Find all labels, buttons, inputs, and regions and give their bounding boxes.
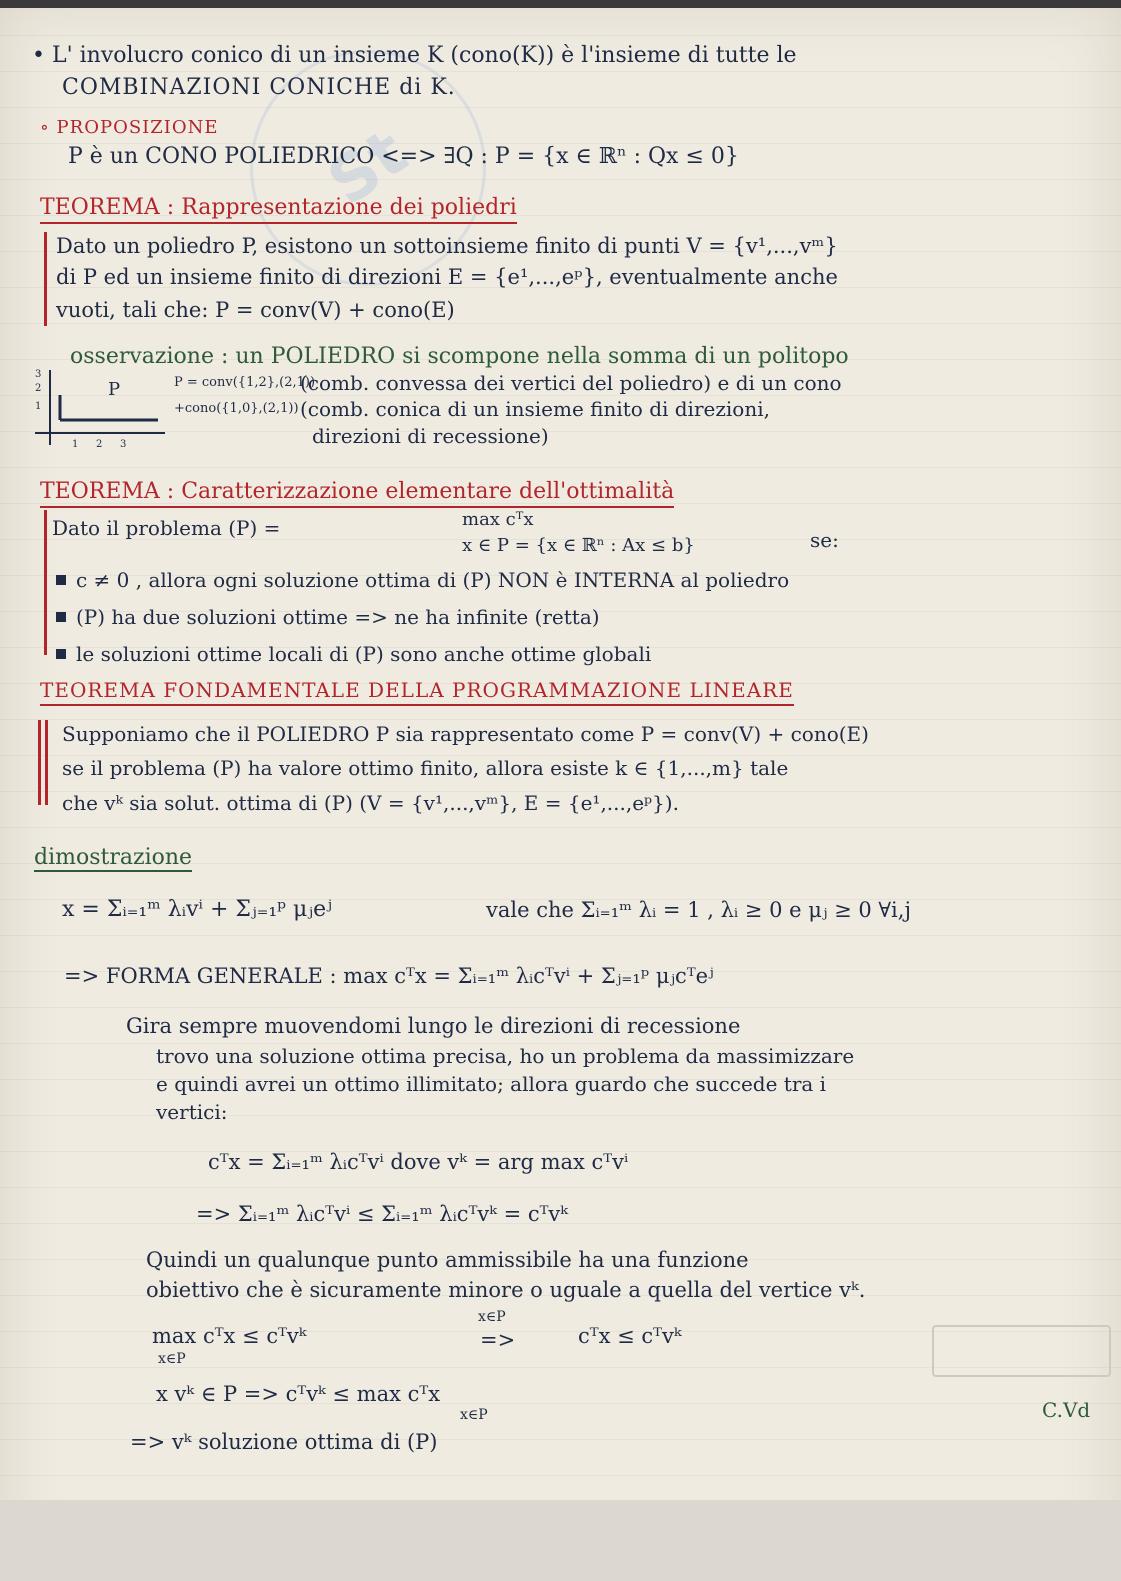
y-tick-2: 2 — [35, 383, 42, 394]
proof-implies: => — [480, 1328, 516, 1352]
margin-bar-3b — [45, 720, 48, 805]
proof-conclusion-1: Quindi un qualunque punto ammissibile ha una funzione — [146, 1248, 749, 1272]
definition-line-1: • L' involucro conico di un insieme K (cono(K)) è l'insieme di tutte le — [32, 43, 797, 68]
theorem-text-3: vuoti, tali che: P = conv(V) + cono(E) — [56, 298, 455, 322]
proof-text-4: vertici: — [156, 1100, 228, 1124]
proof-x-decomposition: x = Σᵢ₌₁ᵐ λᵢvⁱ + Σⱼ₌₁ᵖ μⱼeʲ — [62, 897, 332, 922]
proof-text-1: Gira sempre muovendomi lungo le direzioni di recessione — [126, 1014, 741, 1038]
proof-vertex-subscript: x∈P — [460, 1407, 488, 1423]
proof-vertex-feasible: x vᵏ ∈ P => cᵀvᵏ ≤ max cᵀx — [156, 1382, 441, 1406]
politope-formula: P = conv({1,2},(2,1)) — [174, 375, 316, 390]
margin-bar-1 — [44, 232, 47, 326]
x-tick-1: 1 — [72, 439, 79, 450]
margin-bar-3a — [38, 720, 41, 805]
x-tick-2: 2 — [96, 439, 103, 450]
proof-max-subscript: x∈P — [158, 1351, 186, 1367]
problem-intro: Dato il problema (P) = — [52, 516, 281, 540]
theorem-text-1: Dato un poliedro P, esistono un sottoinsieme finito di punti V = {v¹,...,vᵐ} — [56, 234, 838, 258]
problem-objective: max cᵀx — [462, 509, 534, 530]
watermark-logo: St — [204, 4, 533, 333]
observation-line-4: direzioni di recessione) — [312, 424, 549, 448]
optimality-point-3: le soluzioni ottime locali di (P) sono anche ottime globali — [56, 640, 651, 668]
optimality-point-2: (P) ha due soluzioni ottime => ne ha infinite (retta) — [56, 603, 600, 631]
proof-pointwise-bound: cᵀx ≤ cᵀvᵏ — [578, 1324, 682, 1348]
proof-final: => vᵏ soluzione ottima di (P) — [130, 1430, 438, 1454]
problem-constraint: x ∈ P = {x ∈ ℝⁿ : Ax ≤ b} — [462, 535, 695, 556]
signature: C.Vd — [1042, 1398, 1091, 1422]
theorem-heading-fundamental: TEOREMA FONDAMENTALE DELLA PROGRAMMAZIONE LINEARE — [40, 676, 794, 704]
proposition-heading: ∘ PROPOSIZIONE — [40, 117, 219, 138]
y-tick-3: 3 — [35, 369, 42, 380]
proof-max-bound: max cᵀx ≤ cᵀvᵏ — [152, 1324, 307, 1348]
observation-line-3: (comb. conica di un insieme finito di direzioni, — [300, 397, 770, 421]
margin-bar-2 — [44, 510, 47, 655]
observation-line-2: (comb. convessa dei vertici del poliedro) e di un cono — [300, 371, 842, 395]
theorem-heading-optimality: TEOREMA : Caratterizzazione elementare dell'ottimalità — [40, 478, 674, 506]
problem-if: se: — [810, 528, 839, 552]
optimality-point-1: c ≠ 0 , allora ogni soluzione ottima di (P) NON è INTERNA al poliedro — [56, 566, 789, 594]
proof-conclusion-2: obiettivo che è sicuramente minore o uguale a quella del vertice vᵏ. — [146, 1278, 866, 1302]
proof-objective-sum: cᵀx = Σᵢ₌₁ᵐ λᵢcᵀvⁱ dove vᵏ = arg max cᵀvⁱ — [208, 1150, 629, 1174]
fundamental-text-2: se il problema (P) ha valore ottimo finito, allora esiste k ∈ {1,...,m} tale — [62, 756, 789, 780]
polyhedron-sketch — [30, 365, 170, 450]
observation-line-1: osservazione : un POLIEDRO si scompone nella somma di un politopo — [70, 344, 849, 369]
proof-multipliers: vale che Σᵢ₌₁ᵐ λᵢ = 1 , λᵢ ≥ 0 e μⱼ ≥ 0 ∀i,j — [486, 898, 911, 922]
x-tick-3: 3 — [120, 439, 127, 450]
proof-implies-subscript: x∈P — [478, 1309, 506, 1325]
top-edge — [0, 0, 1121, 8]
proof-general-form: => FORMA GENERALE : max cᵀx = Σᵢ₌₁ᵐ λᵢcᵀvⁱ + Σⱼ₌₁ᵖ μⱼcᵀeʲ — [64, 964, 714, 988]
y-tick-1: 1 — [35, 401, 42, 412]
proof-text-3: e quindi avrei un ottimo illimitato; allora guardo che succede tra i — [156, 1072, 827, 1096]
fundamental-text-1: Supponiamo che il POLIEDRO P sia rappresentato come P = conv(V) + cono(E) — [62, 722, 869, 746]
proof-heading: dimostrazione — [34, 845, 193, 870]
definition-line-2: COMBINAZIONI CONICHE di K. — [62, 75, 456, 100]
theorem-heading-polyhedra: TEOREMA : Rappresentazione dei poliedri — [40, 194, 517, 222]
faint-stamp-box — [932, 1325, 1111, 1377]
proof-inequality: => Σᵢ₌₁ᵐ λᵢcᵀvⁱ ≤ Σᵢ₌₁ᵐ λᵢcᵀvᵏ = cᵀvᵏ — [196, 1202, 568, 1226]
page-bottom-edge — [0, 1500, 1121, 1581]
fundamental-text-3: che vᵏ sia solut. ottima di (P) (V = {v¹,...,vᵐ}, E = {e¹,...,eᵖ}). — [62, 791, 679, 815]
proof-text-2: trovo una soluzione ottima precisa, ho un problema da massimizzare — [156, 1044, 855, 1068]
theorem-text-2: di P ed un insieme finito di direzioni E = {e¹,...,eᵖ}, eventualmente anche — [56, 265, 838, 289]
polyhedron-label: P — [108, 379, 121, 400]
cone-formula: +cono({1,0},(2,1)) — [174, 401, 299, 416]
proposition-text: P è un CONO POLIEDRICO <=> ∃Q : P = {x ∈ ℝⁿ : Qx ≤ 0} — [68, 144, 739, 169]
